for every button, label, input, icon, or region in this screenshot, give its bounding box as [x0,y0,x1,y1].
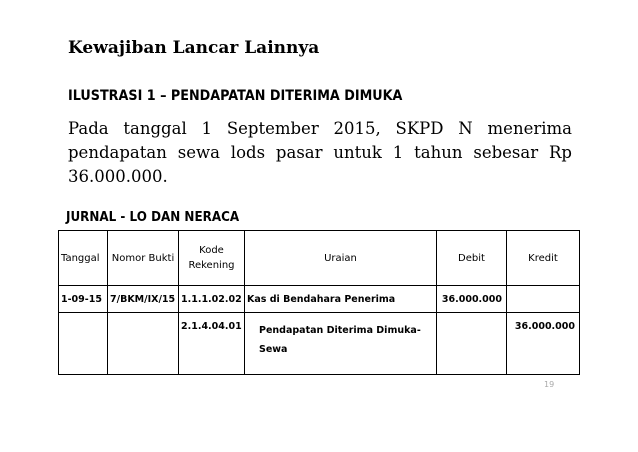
header-kode-rekening: Kode Rekening [179,231,245,286]
cell-uraian: Pendapatan Diterima Dimuka-Sewa [245,313,437,375]
cell-debit: 36.000.000 [437,286,507,313]
cell-uraian: Kas di Bendahara Penerima [245,286,437,313]
illustration-subtitle: ILUSTRASI 1 – PENDAPATAN DITERIMA DIMUKA [68,88,403,104]
journal-table [58,230,580,375]
cell-nomor-bukti [108,313,179,375]
page-title: Kewajiban Lancar Lainnya [68,38,320,58]
header-uraian: Uraian [245,231,437,286]
header-nomor-bukti: Nomor Bukti [108,231,179,286]
cell-tanggal [59,313,108,375]
cell-debit [437,313,507,375]
table-header-row [59,231,580,286]
header-debit: Debit [437,231,507,286]
header-tanggal: Tanggal [59,231,108,286]
table-row [59,286,580,313]
cell-tanggal: 1-09-15 [59,286,108,313]
table-row [59,313,580,375]
page-number: 19 [544,380,555,389]
illustration-paragraph: Pada tanggal 1 September 2015, SKPD N menerima pendapatan sewa lods pasar untuk 1 tahun sebesar Rp 36.000.000. [68,119,572,186]
cell-kode-rekening: 1.1.1.02.02 [179,286,245,313]
cell-nomor-bukti: 7/BKM/IX/15 [108,286,179,313]
cell-kredit [507,286,580,313]
cell-kode-rekening: 2.1.4.04.01 [179,313,245,375]
cell-kredit: 36.000.000 [507,313,580,375]
header-kredit: Kredit [507,231,580,286]
journal-title: JURNAL - LO DAN NERACA [66,210,240,225]
